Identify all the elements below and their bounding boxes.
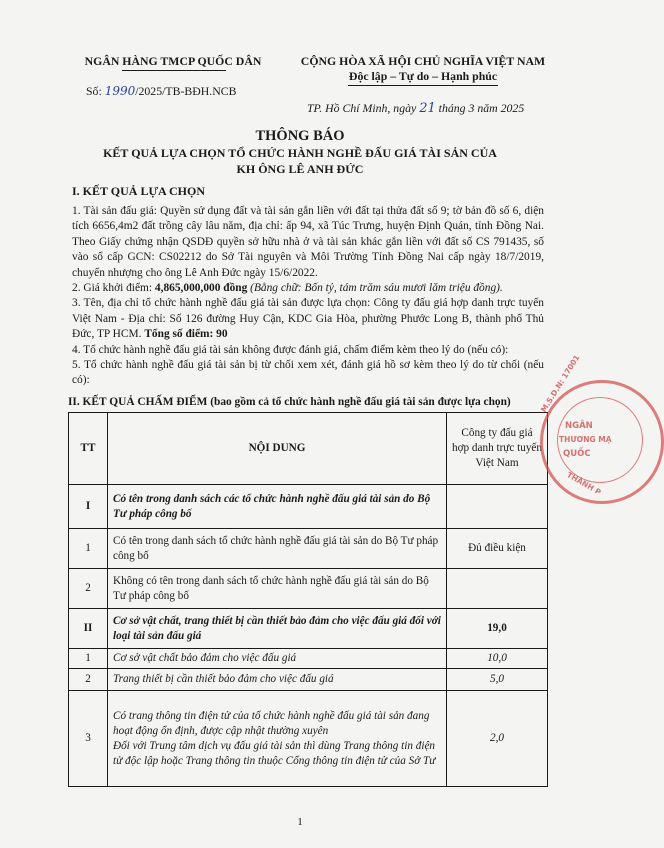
row-tt: 3 <box>69 691 108 787</box>
document-number-handwritten: 1990 <box>104 84 136 98</box>
row-tt: 2 <box>69 669 108 691</box>
section1-item5: 5. Tổ chức hành nghề đấu giá tài sản bị từ chối xem xét, đánh giá hồ sơ kèm theo lý do từ chối (nếu có): <box>72 359 544 387</box>
company-stamp <box>539 353 664 504</box>
row-tt: 1 <box>69 529 108 569</box>
section1-item4: 4. Tổ chức hành nghề đấu giá tài sản không được đánh giá, chấm điểm kèm theo lý do (nếu có): <box>72 343 509 356</box>
section1-item1: 1. Tài sản đấu giá: Quyền sử dụng đất và tài sản gắn liền với đất tại thửa đất số 9; tờ bản đồ số 6, diện tích 6656,4m2 đất trồng cây lâu năm, địa chỉ: ấp 94, xã Túc Trưng, huyện Định Quán, tỉnh Đồng Nai. Theo Giấy chứng nhận QSDĐ quyền sở hữu nhà ở và tài sản khác gắn liền với đất số CS 791435, số vào sổ cấp GCN: CS02212 do Sở Tài nguyên và Môi Trường Tỉnh Đồng Nai cấp ngày 18/7/2019, chuyển nhượng cho ông Lê Anh Đức ngày 15/6/2022. <box>72 205 544 279</box>
date-prefix: TP. Hồ Chí Minh, ngày <box>307 101 420 115</box>
row-content: Có tên trong danh sách các tổ chức hành nghề đấu giá tài sản do Bộ Tư pháp công bố <box>108 485 447 529</box>
bank-name: NGÂN HÀNG TMCP QUỐC DÂN <box>84 54 262 68</box>
row-tt: I <box>69 485 108 529</box>
row-content: Cơ sở vật chất, trang thiết bị cần thiết bảo đảm cho việc đấu giá đối với loại tài sản đấu giá <box>108 609 447 649</box>
date-suffix: tháng 3 năm 2025 <box>435 101 525 115</box>
row-score: 10,0 <box>447 649 548 669</box>
section1-heading: I. KẾT QUẢ LỰA CHỌN <box>72 184 206 198</box>
document-number-prefix: Số: <box>86 84 105 98</box>
stamp-top-text: M.S.D.N: 17001 <box>539 353 582 414</box>
notice-subtitle-line2: KH ÔNG LÊ ANH ĐỨC <box>236 162 364 176</box>
stamp-line2: THƯƠNG MẠ <box>559 435 612 444</box>
row-content-part-b: Đối với Trung tâm dịch vụ đấu giá tài sản thì dùng Trang thông tin điện tử độc lập hoặc Trang thông tin thuộc Cổng thông tin điện tử của Sở Tư <box>113 739 436 767</box>
document-number-suffix: /2025/TB-BĐH.NCB <box>135 84 237 98</box>
table-row <box>69 529 548 569</box>
starting-price-words: (Bằng chữ: Bốn tỷ, tám trăm sáu mươi lăm triệu đồng). <box>247 282 503 295</box>
row-score: 19,0 <box>447 609 548 649</box>
table-row <box>69 669 548 691</box>
table-header-row <box>69 413 548 485</box>
header-tt: TT <box>69 413 108 485</box>
table-row <box>69 485 548 529</box>
row-content: Trang thiết bị cần thiết bảo đảm cho việc đấu giá <box>108 669 447 691</box>
item2-prefix: 2. Giá khởi điểm: <box>72 282 155 295</box>
document-number <box>86 84 237 99</box>
date-day-handwritten: 21 <box>419 101 436 116</box>
notice-title: THÔNG BÁO <box>255 128 345 144</box>
row-content: Cơ sở vật chất bảo đảm cho việc đấu giá <box>108 649 447 669</box>
row-score <box>447 485 548 529</box>
row-score: 5,0 <box>447 669 548 691</box>
motto-underline <box>348 85 498 86</box>
item3-text: 3. Tên, địa chỉ tổ chức hành nghề đấu giá tài sản được lựa chọn: Công ty đấu giá hợp danh trực tuyến Việt Nam - Địa chỉ: Số 126 đường Huy Cận, KDC Gia Hòa, phường Phước Long B, thành phố Thủ Đức, TP HCM. <box>72 297 544 341</box>
page-number: 1 <box>297 816 303 828</box>
row-content: Có tên trong danh sách tổ chức hành nghề đấu giá tài sản do Bộ Tư pháp công bố <box>108 529 447 569</box>
section1-item2 <box>72 281 544 296</box>
row-content-part-a: Có trang thông tin điện tử của tổ chức hành nghề đấu giá tài sản đang hoạt động ổn định, được cập nhật thường xuyên <box>113 709 430 737</box>
starting-price: 4,865,000,000 đồng <box>154 282 248 295</box>
total-score: Tổng số điểm: 90 <box>144 328 228 341</box>
notice-subtitle-line1: KẾT QUẢ LỰA CHỌN TỔ CHỨC HÀNH NGHỀ ĐẤU GIÁ TÀI SẢN CỦA <box>103 146 497 160</box>
row-content: Không có tên trong danh sách tổ chức hành nghề đấu giá tài sản do Bộ Tư pháp công bố <box>108 569 447 609</box>
motto: Độc lập – Tự do – Hạnh phúc <box>348 69 498 83</box>
row-score: Đủ điều kiện <box>447 529 548 569</box>
row-tt: II <box>69 609 108 649</box>
document-date <box>307 101 524 116</box>
row-content <box>108 691 447 787</box>
header-company: Công ty đấu giá hợp danh trực tuyến Việt Nam <box>447 413 548 485</box>
section2-heading-text: II. KẾT QUẢ CHẤM ĐIỂM <box>68 396 208 408</box>
stamp-bottom-text: THÀNH P <box>565 470 603 497</box>
table-row <box>69 609 548 649</box>
table-row <box>69 649 548 669</box>
section2-heading-note: (bao gồm cả tổ chức hành nghề đấu giá tài sản được lựa chọn) <box>207 396 511 408</box>
table-row <box>69 691 548 787</box>
score-table <box>68 412 548 787</box>
section2-heading <box>68 396 511 408</box>
section1-body <box>72 204 544 389</box>
section1-item3 <box>72 296 544 342</box>
stamp-line3: QUỐC <box>563 449 591 459</box>
row-tt: 1 <box>69 649 108 669</box>
country-name: CỘNG HÒA XÃ HỘI CHỦ NGHĨA VIỆT NAM <box>300 54 546 68</box>
row-score: 2,0 <box>447 691 548 787</box>
table-row <box>69 569 548 609</box>
row-tt: 2 <box>69 569 108 609</box>
row-score <box>447 569 548 609</box>
stamp-line1: NGÂN <box>565 421 593 431</box>
bank-name-underline <box>122 70 226 71</box>
header-content: NỘI DUNG <box>108 413 447 485</box>
